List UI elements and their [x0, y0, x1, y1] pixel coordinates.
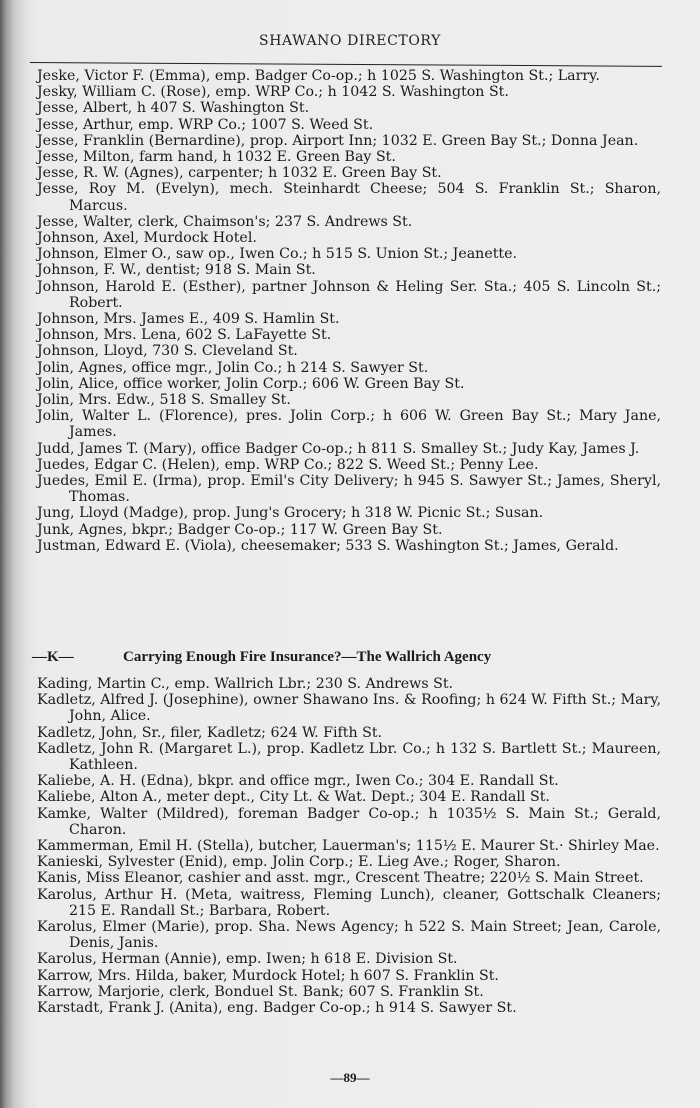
- directory-entry: Johnson, Elmer O., saw op., Iwen Co.; h 515 S. Union St.; Jeanette.: [37, 246, 518, 263]
- directory-entry: Jesse, R. W. (Agnes), carpenter; h 1032 E. Green Bay St.: [37, 165, 442, 182]
- directory-entry: Jesse, Arthur, emp. WRP Co.; 1007 S. Weed St.: [37, 116, 374, 133]
- page-header: SHAWANO DIRECTORY: [259, 33, 441, 49]
- directory-entry: Jesse, Walter, clerk, Chaimson's; 237 S. Andrews St.: [37, 213, 413, 230]
- directory-entry: Jolin, Alice, office worker, Jolin Corp.; 606 W. Green Bay St.: [37, 375, 465, 392]
- section-j-entries: [37, 68, 661, 554]
- directory-entry: Jesse, Roy M. (Evelyn), mech. Steinhardt Cheese; 504 S. Franklin St.; Sharon, Marcus.: [37, 181, 661, 214]
- directory-entry: Kadletz, Alfred J. (Josephine), owner Shawano Ins. & Roofing; h 624 W. Fifth St.; Mary, John, Alice.: [37, 692, 661, 725]
- directory-entry: Kaliebe, A. H. (Edna), bkpr. and office mgr., Iwen Co.; 304 E. Randall St.: [37, 773, 559, 790]
- directory-entry: Kadletz, John R. (Margaret L.), prop. Kadletz Lbr. Co.; h 132 S. Bartlett St.; Maureen, Kathleen.: [37, 740, 661, 774]
- directory-entry: Karolus, Elmer (Marie), prop. Sha. News Agency; h 522 S. Main Street; Jean, Carole, Denis, Janis.: [37, 919, 661, 952]
- directory-entry: Karrow, Mrs. Hilda, baker, Murdock Hotel; h 607 S. Franklin St.: [37, 967, 499, 984]
- directory-entry: Jesky, William C. (Rose), emp. WRP Co.; h 1042 S. Washington St.: [37, 84, 509, 101]
- directory-entry: Kaliebe, Alton A., meter dept., City Lt. & Wat. Dept.; 304 E. Randall St.: [37, 789, 550, 806]
- directory-entry: Karolus, Arthur H. (Meta, waitress, Fleming Lunch), cleaner, Gottschalk Cleaners; 215 E. Randall St.; Barbara, Robert.: [37, 886, 661, 919]
- directory-entry: Johnson, Harold E. (Esther), partner Johnson & Heling Ser. Sta.; 405 S. Lincoln St.; Robert.: [37, 278, 661, 311]
- directory-entry: Jesse, Milton, farm hand, h 1032 E. Green Bay St.: [37, 149, 396, 166]
- directory-entry: Kanis, Miss Eleanor, cashier and asst. mgr., Crescent Theatre; 220½ S. Main Street.: [37, 870, 644, 887]
- directory-entry: Karolus, Herman (Annie), emp. Iwen; h 618 E. Division St.: [37, 951, 458, 968]
- directory-entry: Johnson, F. W., dentist; 918 S. Main St.: [37, 262, 316, 279]
- directory-entry: Johnson, Lloyd, 730 S. Cleveland St.: [37, 343, 298, 360]
- directory-entry: Junk, Agnes, bkpr.; Badger Co-op.; 117 W. Green Bay St.: [37, 521, 443, 538]
- directory-entry: Kanieski, Sylvester (Enid), emp. Jolin Corp.; E. Lieg Ave.; Roger, Sharon.: [37, 854, 561, 871]
- directory-entry: Johnson, Mrs. Lena, 602 S. LaFayette St.: [37, 327, 332, 344]
- directory-entry: Johnson, Mrs. James E., 409 S. Hamlin St.: [37, 311, 340, 328]
- header-rule: [30, 62, 662, 67]
- directory-entry: Karrow, Marjorie, clerk, Bonduel St. Bank; 607 S. Franklin St.: [37, 983, 484, 1000]
- directory-entry: Jesse, Albert, h 407 S. Washington St.: [37, 100, 310, 117]
- section-letter: —K—: [32, 649, 74, 665]
- directory-entry: Jeske, Victor F. (Emma), emp. Badger Co-op.; h 1025 S. Washington St.; Larry.: [37, 68, 600, 84]
- directory-entry: Kadletz, John, Sr., filer, Kadletz; 624 W. Fifth St.: [37, 724, 383, 741]
- page-number: —89—: [330, 1070, 370, 1085]
- directory-entry: Juedes, Edgar C. (Helen), emp. WRP Co.; 822 S. Weed St.; Penny Lee.: [37, 456, 539, 473]
- directory-entry: Jolin, Mrs. Edw., 518 S. Smalley St.: [37, 392, 291, 409]
- directory-entry: Jolin, Walter L. (Florence), pres. Jolin Corp.; h 606 W. Green Bay St.; Mary Jane, James.: [37, 408, 661, 441]
- directory-entry: Judd, James T. (Mary), office Badger Co-op.; h 811 S. Smalley St.; Judy Kay, James J.: [37, 440, 640, 457]
- directory-entry: Jolin, Agnes, office mgr., Jolin Co.; h 214 S. Sawyer St.: [37, 359, 429, 376]
- directory-entry: Johnson, Axel, Murdock Hotel.: [37, 230, 257, 247]
- directory-entry: Juedes, Emil E. (Irma), prop. Emil's City Delivery; h 945 S. Sawyer St.; James, Sheryl, Thomas.: [37, 473, 661, 506]
- directory-entry: Kading, Martin C., emp. Wallrich Lbr.; 230 S. Andrews St.: [37, 676, 454, 692]
- section-k-entries: [37, 676, 661, 1016]
- directory-entry: Justman, Edward E. (Viola), cheesemaker; 533 S. Washington St.; James, Gerald.: [37, 537, 619, 554]
- section-advertisement: Carrying Enough Fire Insurance?—The Wallrich Agency: [123, 649, 492, 665]
- directory-entry: Jung, Lloyd (Madge), prop. Jung's Grocery; h 318 W. Picnic St.; Susan.: [37, 505, 544, 522]
- directory-entry: Karstadt, Frank J. (Anita), eng. Badger Co-op.; h 914 S. Sawyer St.: [37, 1000, 517, 1017]
- directory-entry: Kammerman, Emil H. (Stella), butcher, Lauerman's; 115½ E. Maurer St.· Shirley Mae.: [37, 838, 660, 855]
- directory-entry: Jesse, Franklin (Bernardine), prop. Airport Inn; 1032 E. Green Bay St.; Donna Jean.: [37, 132, 639, 149]
- directory-entry: Kamke, Walter (Mildred), foreman Badger Co-op.; h 1035½ S. Main St.; Gerald, Charon.: [37, 805, 661, 838]
